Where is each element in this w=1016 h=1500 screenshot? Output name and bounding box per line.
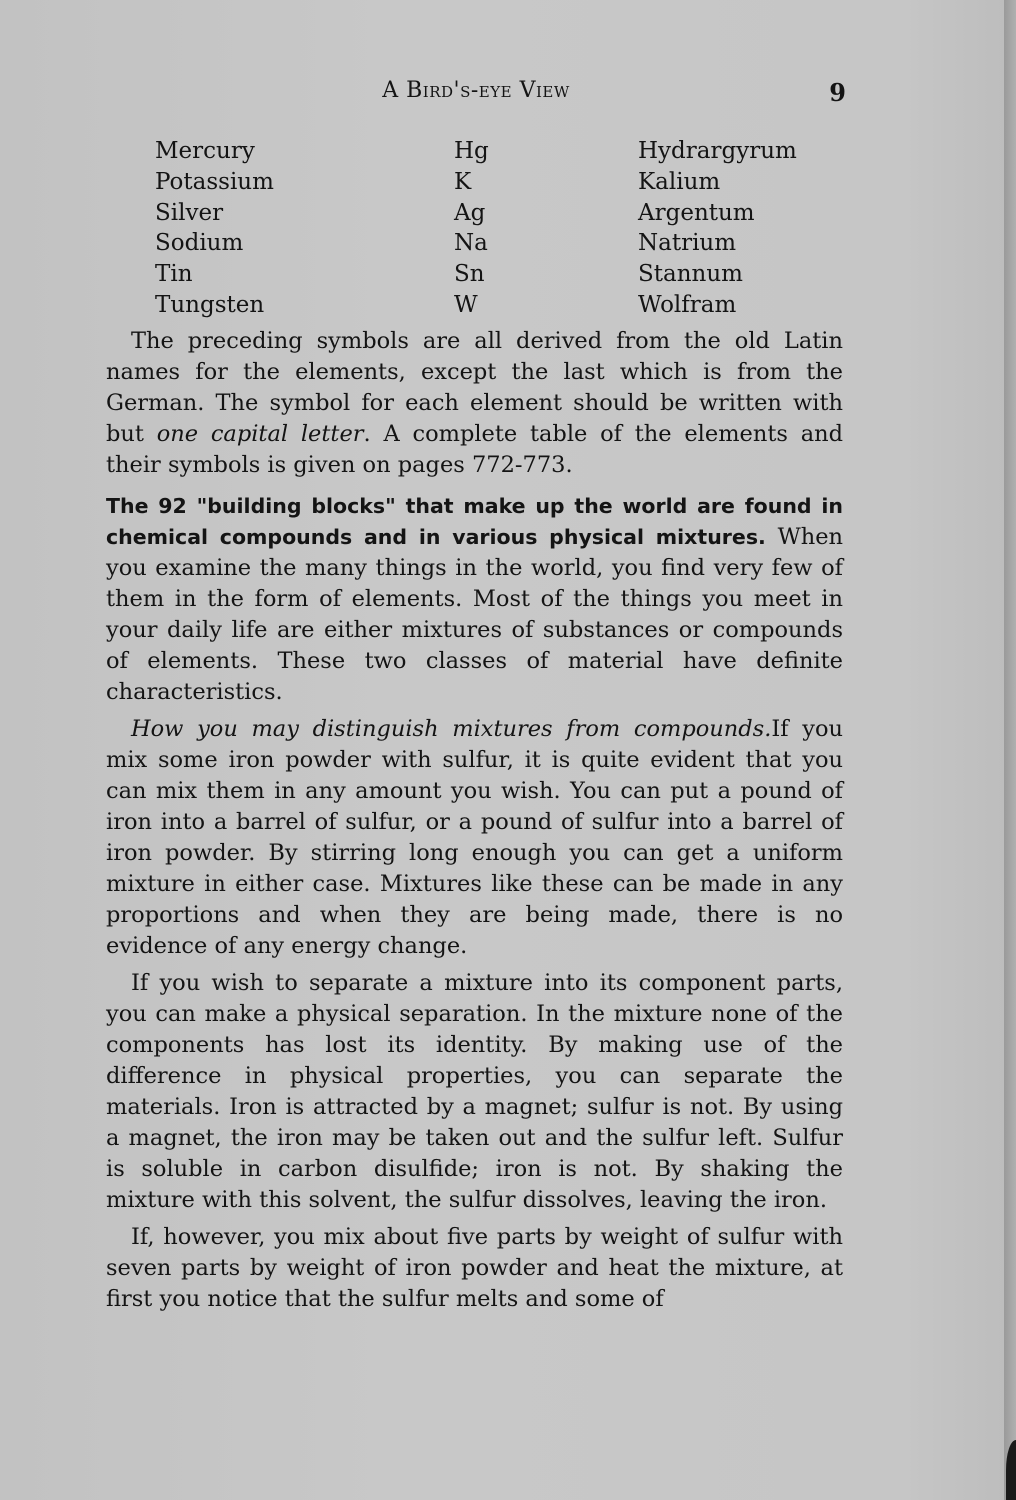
latin-name: Kalium bbox=[638, 168, 721, 195]
page-edge bbox=[1004, 0, 1016, 1500]
page-number: 9 bbox=[829, 78, 846, 107]
table-row bbox=[155, 136, 855, 167]
element-name: Tungsten bbox=[155, 291, 265, 318]
italic-run-in-heading: How you may distinguish mixtures from compounds. bbox=[131, 716, 772, 742]
table-row bbox=[155, 167, 855, 198]
emphasis: one capital letter bbox=[156, 421, 364, 447]
element-symbol: Ag bbox=[454, 199, 486, 226]
bold-lead-heading: The 92 "building blocks" that make up the world are found in chemical compounds and in various physical mixtures. bbox=[106, 494, 843, 549]
paragraph-building-blocks: The 92 "building blocks" that make up the world are found in chemical compounds and in various physical mixtures. When you examine the many things in the world, you find very few of them in the form of elements. Most of the things you meet in your daily life are either mixtures of substances or compounds of elements. These two classes of material have definite characteristics. bbox=[106, 494, 844, 705]
elements-symbol-table bbox=[155, 136, 855, 321]
element-name: Mercury bbox=[155, 138, 255, 164]
table-row bbox=[155, 198, 855, 229]
element-name: Sodium bbox=[155, 230, 244, 257]
latin-name: Argentum bbox=[638, 199, 755, 226]
element-symbol: W bbox=[454, 291, 478, 318]
element-name: Potassium bbox=[155, 168, 274, 195]
paragraph-distinguish: How you may distinguish mixtures from compounds.If you mix some iron powder with sulfur, it is quite evident that you can mix them in any amount you wish. You can put a pound of iron into a barrel of sulfur, or a pound of sulfur into a barrel of iron powder. By stirring long enough you can get a uniform mixture in either case. Mixtures like these can be made in any proportions and when they are being made, there is no evidence of any energy change. bbox=[106, 716, 844, 959]
latin-name: Hydrargyrum bbox=[638, 138, 797, 164]
element-symbol: Sn bbox=[454, 261, 485, 288]
element-name: Tin bbox=[155, 261, 193, 288]
page-header bbox=[106, 78, 846, 112]
element-symbol: Hg bbox=[454, 138, 489, 164]
table-row bbox=[155, 259, 855, 290]
paragraph-heating: If, however, you mix about five parts by weight of sulfur with seven parts by weight of iron powder and heat the mixture, at first you notice that the sulfur melts and some of bbox=[106, 1224, 843, 1312]
table-row bbox=[155, 290, 855, 321]
paragraph-separation: If you wish to separate a mixture into its component parts, you can make a physical separation. In the mixture none of the components has lost its identity. By making use of the difference in physical properties, you can separate the materials. Iron is attracted by a magnet; sulfur is not. By using a magnet, the iron may be taken out and the sulfur left. Sulfur is soluble in carbon disulfide; iron is not. By shaking the mixture with this solvent, the sulfur dissolves, leaving the iron. bbox=[106, 970, 843, 1213]
body-text bbox=[106, 326, 843, 1321]
element-name: Silver bbox=[155, 199, 224, 226]
table-row bbox=[155, 228, 855, 259]
latin-name: Wolfram bbox=[638, 291, 737, 318]
latin-name: Stannum bbox=[638, 261, 743, 288]
element-symbol: Na bbox=[454, 230, 488, 257]
running-head: A Bird's-eye View bbox=[382, 78, 570, 103]
element-symbol: K bbox=[454, 168, 472, 195]
paragraph-latin-symbols: The preceding symbols are all derived from the old Latin names for the elements, except the last which is from the German. The symbol for each element should be written with but one capital letter. A complete table of the elements and their symbols is given on pages 772-773. bbox=[106, 328, 843, 478]
latin-name: Natrium bbox=[638, 230, 737, 257]
